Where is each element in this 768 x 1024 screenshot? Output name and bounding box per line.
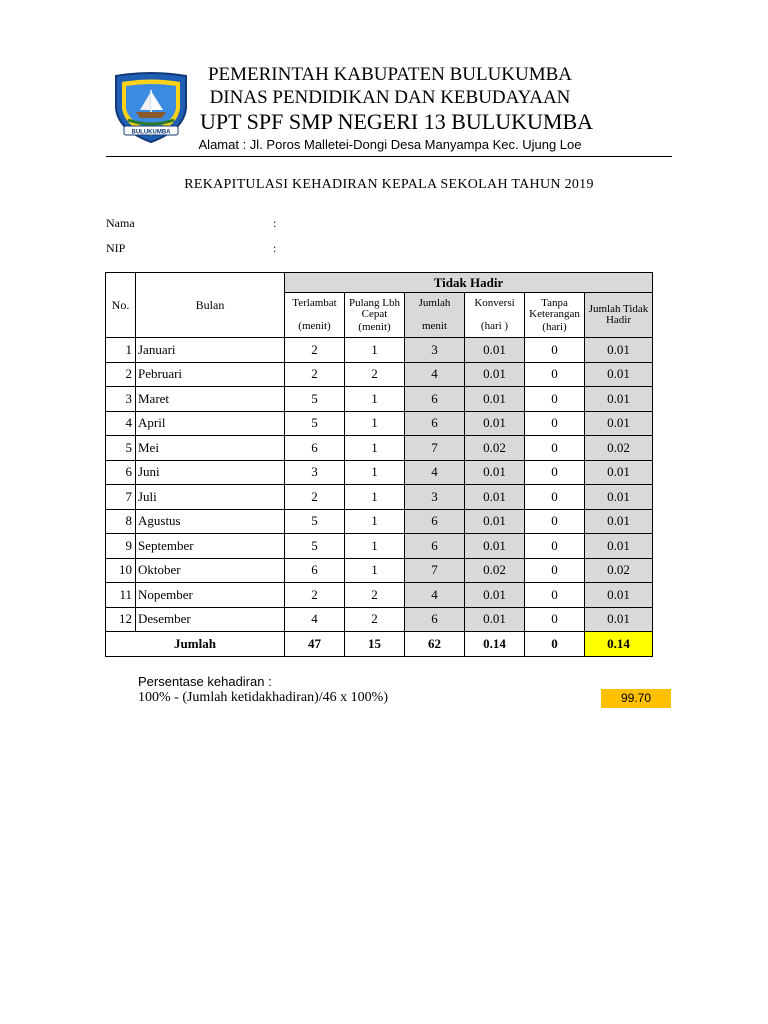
header-tanpa-label: Tanpa Keterangan <box>529 296 580 320</box>
letterhead-line-1: PEMERINTAH KABUPATEN BULUKUMBA <box>207 64 573 85</box>
totals-konversi: 0.14 <box>465 632 525 657</box>
row-jumlah: 7 <box>405 558 465 583</box>
row-konversi: 0.02 <box>465 436 525 461</box>
row-total: 0.01 <box>585 607 653 632</box>
header-no: No. <box>106 273 136 338</box>
letterhead-line-2: DINAS PENDIDIKAN DAN KEBUDAYAAN <box>209 87 571 108</box>
row-pulang: 1 <box>345 436 405 461</box>
persentase-label: Persentase kehadiran : <box>138 674 272 689</box>
row-bulan: Desember <box>136 607 285 632</box>
table-row <box>106 411 653 436</box>
row-konversi: 0.01 <box>465 460 525 485</box>
header-jumlah-label: Jumlah <box>418 297 451 309</box>
row-pulang: 2 <box>345 583 405 608</box>
header-terlambat <box>285 293 345 338</box>
table-row <box>106 607 653 632</box>
row-jumlah: 7 <box>405 436 465 461</box>
header-terlambat-label: Terlambat <box>292 297 337 309</box>
row-pulang: 1 <box>345 485 405 510</box>
row-terlambat: 2 <box>285 362 345 387</box>
row-terlambat: 5 <box>285 411 345 436</box>
row-terlambat: 2 <box>285 485 345 510</box>
row-no: 3 <box>106 387 136 412</box>
row-jumlah: 3 <box>405 338 465 363</box>
row-pulang: 2 <box>345 607 405 632</box>
row-no: 5 <box>106 436 136 461</box>
letterhead-address: Alamat : Jl. Poros Malletei-Dongi Desa Manyampa Kec. Ujung Loe <box>198 137 582 152</box>
header-jumlah-tidak-hadir-label: Jumlah Tidak Hadir <box>588 303 649 326</box>
totals-label: Jumlah <box>106 632 285 657</box>
row-terlambat: 2 <box>285 583 345 608</box>
totals-tanpa: 0 <box>525 632 585 657</box>
row-tanpa: 0 <box>525 436 585 461</box>
header-bulan: Bulan <box>136 273 285 338</box>
row-tanpa: 0 <box>525 338 585 363</box>
row-total: 0.01 <box>585 509 653 534</box>
table-row <box>106 534 653 559</box>
row-total: 0.01 <box>585 411 653 436</box>
table-row <box>106 485 653 510</box>
row-jumlah: 6 <box>405 534 465 559</box>
table-row <box>106 583 653 608</box>
header-konversi <box>465 293 525 338</box>
row-total: 0.01 <box>585 460 653 485</box>
row-total: 0.01 <box>585 338 653 363</box>
row-no: 10 <box>106 558 136 583</box>
row-tanpa: 0 <box>525 362 585 387</box>
totals-tidak-hadir: 0.14 <box>585 632 653 657</box>
row-jumlah: 6 <box>405 387 465 412</box>
row-jumlah: 4 <box>405 460 465 485</box>
row-tanpa: 0 <box>525 509 585 534</box>
row-tanpa: 0 <box>525 534 585 559</box>
row-bulan: September <box>136 534 285 559</box>
row-tanpa: 0 <box>525 607 585 632</box>
totals-row <box>106 632 653 657</box>
row-tanpa: 0 <box>525 460 585 485</box>
header-terlambat-unit: (menit) <box>298 320 331 332</box>
row-total: 0.01 <box>585 534 653 559</box>
row-terlambat: 2 <box>285 338 345 363</box>
row-pulang: 2 <box>345 362 405 387</box>
row-pulang: 1 <box>345 387 405 412</box>
row-pulang: 1 <box>345 509 405 534</box>
header-tanpa-keterangan <box>525 293 585 338</box>
header-tanpa-unit: (hari) <box>542 320 567 333</box>
row-total: 0.02 <box>585 436 653 461</box>
table-row <box>106 558 653 583</box>
row-bulan: Juni <box>136 460 285 485</box>
header-pulang-unit: (menit) <box>358 320 391 333</box>
row-terlambat: 6 <box>285 558 345 583</box>
header-tidak-hadir: Tidak Hadir <box>285 273 653 293</box>
row-konversi: 0.01 <box>465 338 525 363</box>
totals-pulang: 15 <box>345 632 405 657</box>
row-terlambat: 3 <box>285 460 345 485</box>
table-row <box>106 460 653 485</box>
header-jumlah-unit: menit <box>421 320 448 332</box>
row-total: 0.01 <box>585 362 653 387</box>
letterhead-school-name: UPT SPF SMP NEGERI 13 BULUKUMBA <box>200 109 594 134</box>
row-no: 11 <box>106 583 136 608</box>
table-row <box>106 436 653 461</box>
row-jumlah: 6 <box>405 607 465 632</box>
row-jumlah: 3 <box>405 485 465 510</box>
row-terlambat: 5 <box>285 509 345 534</box>
row-bulan: Maret <box>136 387 285 412</box>
row-konversi: 0.01 <box>465 362 525 387</box>
row-pulang: 1 <box>345 411 405 436</box>
row-total: 0.01 <box>585 387 653 412</box>
row-total: 0.01 <box>585 485 653 510</box>
totals-jumlah: 62 <box>405 632 465 657</box>
row-no: 12 <box>106 607 136 632</box>
row-jumlah: 6 <box>405 411 465 436</box>
row-konversi: 0.01 <box>465 387 525 412</box>
row-terlambat: 6 <box>285 436 345 461</box>
row-no: 2 <box>106 362 136 387</box>
header-jumlah-tidak-hadir <box>585 293 653 338</box>
header-konversi-label: Konversi <box>474 297 515 309</box>
persentase-value: 99.70 <box>601 689 671 708</box>
table-row <box>106 387 653 412</box>
row-konversi: 0.01 <box>465 509 525 534</box>
row-terlambat: 5 <box>285 387 345 412</box>
row-tanpa: 0 <box>525 485 585 510</box>
row-pulang: 1 <box>345 558 405 583</box>
totals-terlambat: 47 <box>285 632 345 657</box>
row-bulan: Juli <box>136 485 285 510</box>
table-row <box>106 338 653 363</box>
row-tanpa: 0 <box>525 583 585 608</box>
field-colon-nama: : <box>273 216 277 230</box>
row-bulan: Nopember <box>136 583 285 608</box>
logo-text: BULUKUMBA <box>131 129 171 136</box>
row-total: 0.02 <box>585 558 653 583</box>
row-konversi: 0.01 <box>465 485 525 510</box>
row-no: 8 <box>106 509 136 534</box>
row-tanpa: 0 <box>525 558 585 583</box>
row-no: 4 <box>106 411 136 436</box>
row-no: 9 <box>106 534 136 559</box>
document-title: REKAPITULASI KEHADIRAN KEPALA SEKOLAH TAHUN 2019 <box>184 177 594 192</box>
row-no: 1 <box>106 338 136 363</box>
header-pulang-label: Pulang Lbh Cepat <box>348 296 401 320</box>
field-colon-nip: : <box>273 241 277 255</box>
row-pulang: 1 <box>345 460 405 485</box>
row-bulan: Agustus <box>136 509 285 534</box>
persentase-formula: 100% - (Jumlah ketidakhadiran)/46 x 100%) <box>138 690 388 705</box>
bulukumba-emblem-logo <box>110 72 192 144</box>
row-pulang: 1 <box>345 338 405 363</box>
row-bulan: Januari <box>136 338 285 363</box>
row-terlambat: 5 <box>285 534 345 559</box>
row-pulang: 1 <box>345 534 405 559</box>
attendance-table <box>105 272 653 657</box>
table-row <box>106 509 653 534</box>
header-pulang <box>345 293 405 338</box>
row-konversi: 0.01 <box>465 534 525 559</box>
table-row <box>106 362 653 387</box>
letterhead-divider <box>106 156 672 157</box>
row-tanpa: 0 <box>525 387 585 412</box>
row-bulan: April <box>136 411 285 436</box>
row-total: 0.01 <box>585 583 653 608</box>
header-konversi-unit: (hari ) <box>480 320 509 332</box>
row-konversi: 0.01 <box>465 583 525 608</box>
row-konversi: 0.01 <box>465 411 525 436</box>
row-tanpa: 0 <box>525 411 585 436</box>
row-no: 6 <box>106 460 136 485</box>
row-bulan: Oktober <box>136 558 285 583</box>
header-jumlah <box>405 293 465 338</box>
row-no: 7 <box>106 485 136 510</box>
row-bulan: Mei <box>136 436 285 461</box>
row-konversi: 0.02 <box>465 558 525 583</box>
row-jumlah: 6 <box>405 509 465 534</box>
row-bulan: Pebruari <box>136 362 285 387</box>
row-jumlah: 4 <box>405 362 465 387</box>
field-label-nama: Nama <box>106 216 135 230</box>
field-label-nip: NIP <box>106 241 126 255</box>
row-terlambat: 4 <box>285 607 345 632</box>
row-jumlah: 4 <box>405 583 465 608</box>
row-konversi: 0.01 <box>465 607 525 632</box>
